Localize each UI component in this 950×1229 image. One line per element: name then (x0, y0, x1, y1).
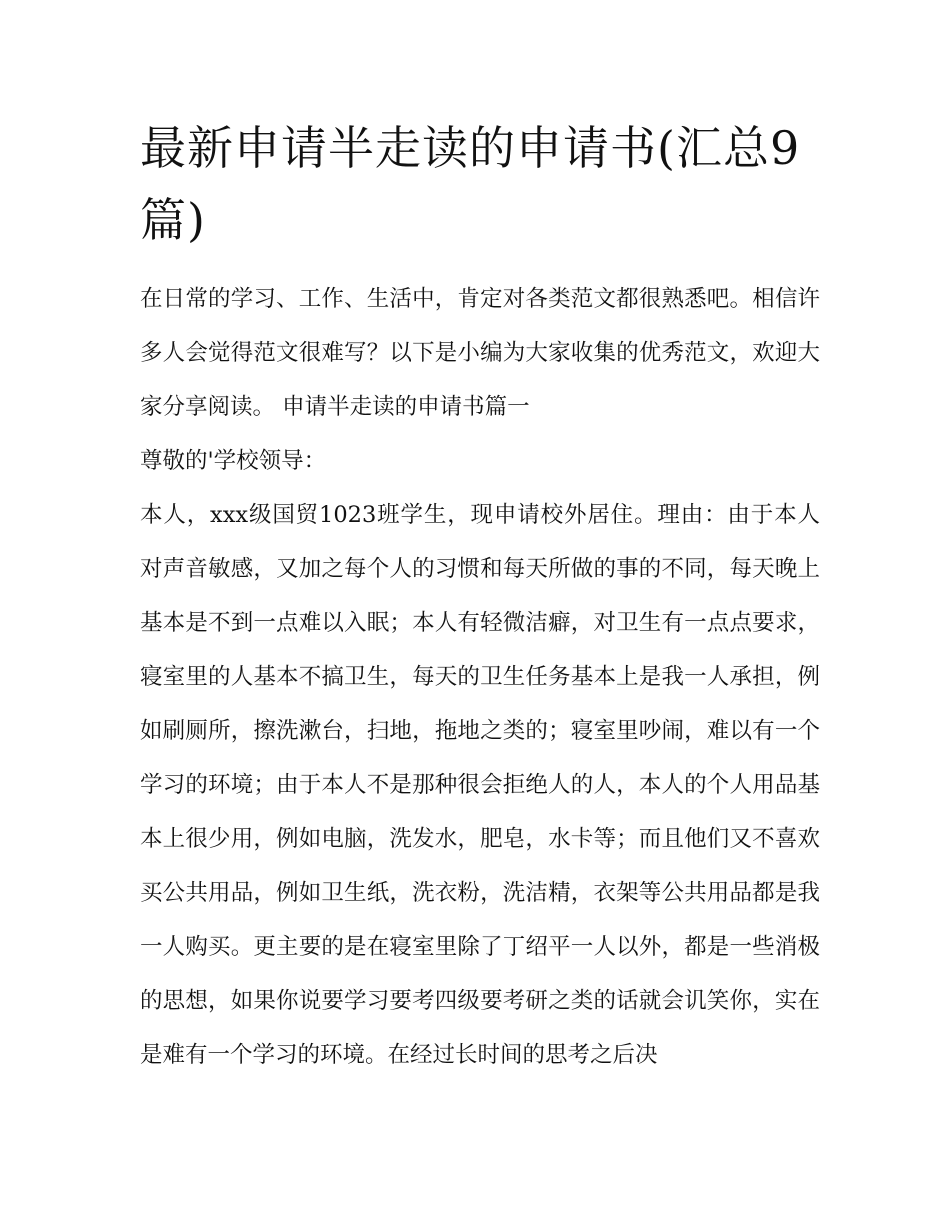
salutation-paragraph: 尊敬的'学校领导： (140, 448, 327, 474)
document-body (140, 272, 820, 1082)
body-paragraph: 本人，xxx级国贸1023班学生，现申请校外居住。理由：由于本人对声音敏感，又加之每个人的习惯和每天所做的事的不同，每天晚上基本是不到一点难以入眠；本人有轻微洁癖，对卫生有一点点要求，寝室里的人基本不搞卫生，每天的卫生任务基本上是我一人承担，例如刷厕所，擦洗漱台，扫地，拖地之类的；寝室里吵闹，难以有一个学习的环境；由于本人不是那种很会拒绝人的人，本人的个人用品基本上很少用，例如电脑，洗发水，肥皂，水卡等；而且他们又不喜欢买公共用品，例如卫生纸，洗衣粉，洗洁精，衣架等公共用品都是我一人购买。更主要的是在寝室里除了丁绍平一人以外，都是一些消极的思想，如果你说要学习要考四级要考研之类的话就会讥笑你，实在是难有一个学习的环境。在经过长时间的思考之后决 (140, 502, 820, 1068)
document-title: 最新申请半走读的申请书(汇总9篇) (140, 121, 801, 247)
intro-paragraph: 在日常的学习、工作、生活中，肯定对各类范文都很熟悉吧。相信许多人会觉得范文很难写？以下是小编为大家收集的优秀范文，欢迎大家分享阅读。 申请半走读的申请书篇一 (140, 286, 820, 420)
